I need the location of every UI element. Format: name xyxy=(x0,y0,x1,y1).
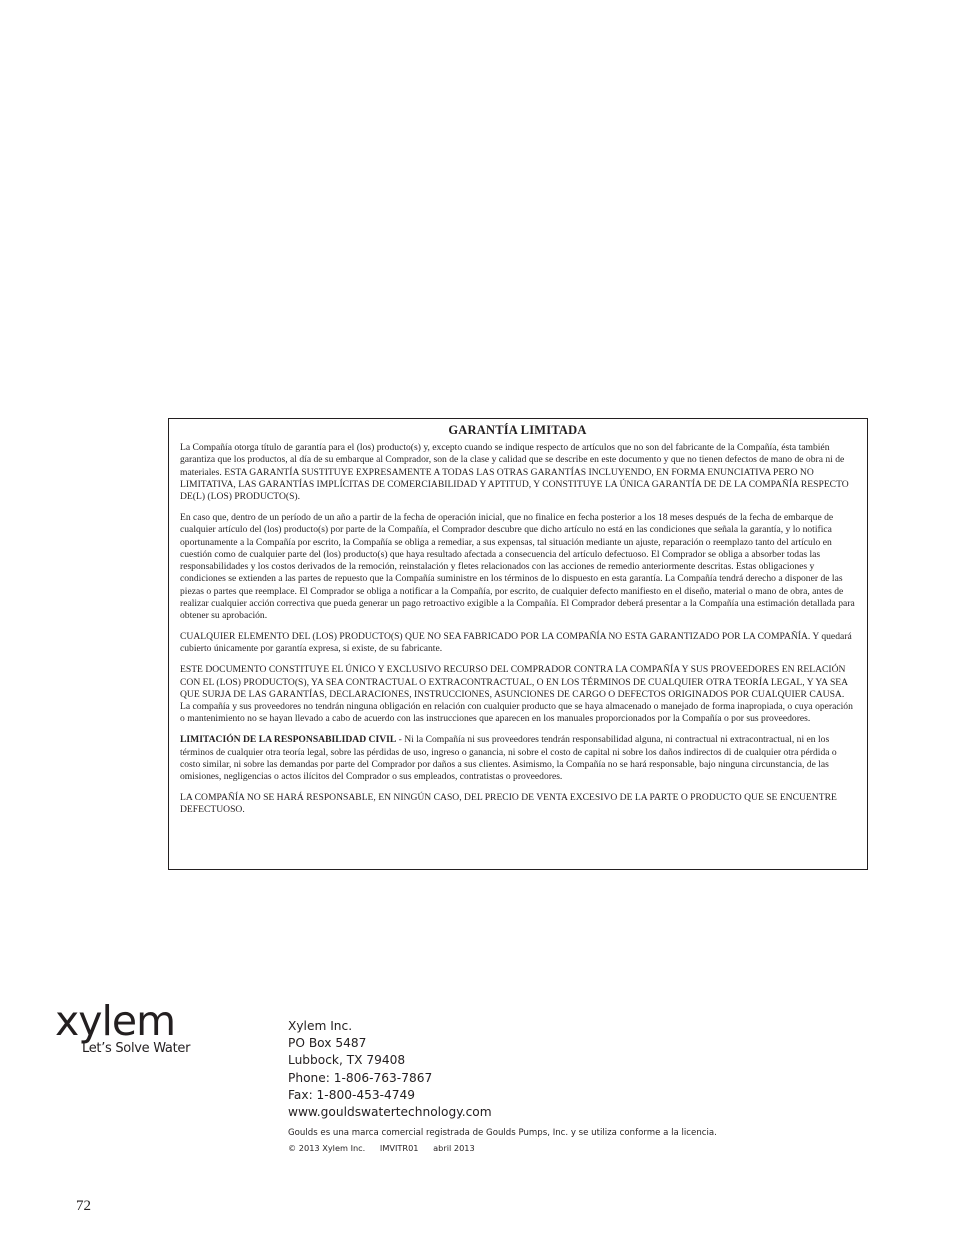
company-name: Xylem Inc. xyxy=(288,1019,353,1033)
liability-limitation-label: LIMITACIÓN DE LA RESPONSABILIDAD CIVIL xyxy=(180,734,397,746)
fax-line: Fax: 1-800-453-4749 xyxy=(288,1087,416,1102)
limited-warranty-box xyxy=(168,418,868,870)
warranty-paragraph-2: En caso que, dentro de un período de un año a partir de la fecha de operación inicial, que no finalice en fecha posterior a los 18 meses después de la fecha de embarque de cualquier artículo del (los) producto(s) por parte de la Compañía, el Comprador descubre que dicho artículo no está en las condiciones que señala la garantía, y lo notifica oportunamente a la Compañía por escrito, la Compañía se obliga a remediar, a sus expensas, tal situación mediante un ajuste, reparación o reemplazo tanto del artículo en cuestión como de cualquier parte del (los) producto(s) que haya resultado afectada a consecuencia del artículo defectuoso. El Comprador se obliga a absorber todas las responsabilidades y los costos derivados de la remoción, reinstalación y fletes relacionados con las acciones de remedio anteriormente descritas. Estas obligaciones y condiciones se extienden a las partes de repuesto que la Compañía suministre en los términos de lo dispuesto en esta garantía. La Compañía tendrá derecho a disponer de las piezas o partes que reemplace. El Comprador se obliga a notificar a la Compañía, por escrito, de cualquier defecto manifiesto en el diseño, material o mano de obra, antes de realizar cualquier acción correctiva que pueda generar un pago retroactivo exigible a la Compañía. El Comprador deberá presentar a la Compañía una estimación detallada para obtener su aprobación. xyxy=(180,511,855,622)
warranty-paragraph-1: La Compañía otorga título de garantía para el (los) producto(s) y, excepto cuando se indique respecto de artículos que no son del fabricante de la Compañía, ésta también garantiza que los productos, al día de su embarque al Comprador, son de la clase y calidad que se describe en este documento y que no tienen defectos de mano de obra ni de materiales. ESTA GARANTÍA SUSTITUYE EXPRESAMENTE A TODAS LAS OTRAS GARANTÍAS INCLUYENDO, EN FORMA ENUNCIATIVA PERO NO LIMITATIVA, LAS GARANTÍAS IMPLÍCITAS DE COMERCIABILIDAD Y APTITUD, Y CONSTITUYE LA ÚNICA GARANTÍA DE DE LA COMPAÑÍA RESPECTO DE(L) (LOS) PRODUCTO(S). xyxy=(180,442,849,503)
page-number: 72 xyxy=(76,1198,91,1214)
warranty-paragraph-3: CUALQUIER ELEMENTO DEL (LOS) PRODUCTO(S) QUE NO SEA FABRICADO POR LA COMPAÑÍA NO ESTA GARANTIZADO POR LA COMPAÑÍA. Y quedará cubierto únicamente por garantía expresa, si existe, de su fabricante. xyxy=(180,631,852,655)
company-address xyxy=(288,1018,492,1121)
document-code: IMVITR01 xyxy=(379,1143,419,1153)
copyright-line xyxy=(288,1142,487,1154)
warranty-paragraph-5 xyxy=(180,734,855,783)
warranty-paragraph-4: ESTE DOCUMENTO CONSTITUYE EL ÚNICO Y EXCLUSIVO RECURSO DEL COMPRADOR CONTRA LA COMPAÑÍA Y SUS PROVEEDORES EN RELACIÓN CON EL (LOS) PRODUCTO(S), YA SEA CONTRACTUAL O EXTRACONTRACTUAL, O EN LOS TÉRMINOS DE CUALQUIER OTRA TEORÍA LEGAL, Y YA SEA QUE SURJA DE LAS GARANTÍAS, DECLARACIONES, INSTRUCCIONES, ASUNCIONES DE CARGO O DEFECTOS ORIGINADOS POR CUALQUIER CAUSA. La compañía y sus proveedores no tendrán ninguna obligación en relación con cualquier producto que se haya almacenado o manejado de forma inapropiada, o cuya operación o mantenimiento no se hayan llevado a cabo de acuerdo con las instrucciones que aparecen en los manuales proporcionados por la Compañía o por sus proveedores. xyxy=(180,664,853,725)
xylem-logo xyxy=(55,998,255,1058)
website-link[interactable]: www.gouldswatertechnology.com xyxy=(288,1105,492,1120)
publication-date: abril 2013 xyxy=(433,1143,475,1153)
warranty-title: GARANTÍA LIMITADA xyxy=(448,423,587,437)
copyright-text: © 2013 Xylem Inc. xyxy=(288,1143,366,1153)
warranty-paragraph-6: LA COMPAÑÍA NO SE HARÁ RESPONSABLE, EN NINGÚN CASO, DEL PRECIO DE VENTA EXCESIVO DE LA PARTE O PRODUCTO QUE SE ENCUENTRE DEFECTUOSO. xyxy=(180,791,837,816)
liability-limitation-text: - Ni la Compañía ni sus proveedores tendrán responsabilidad alguna, ni contractual ni extracontractual, ni en los términos de cualquier otra teoría legal, sobre las pérdidas de uso, ingreso o ganancia, ni sobre el costo de capital ni sobre los daños indirectos di de cualquier otra pérdida o costo similar, ni sobre las demandas por parte del Comprador por daños a sus clientes. Asimismo, la Compañía no se hará responsable, bajo ninguna circunstancia, de las omisiones, negligencias o actos ilícitos del Comprador o sus empleados, contratistas o proveedores. xyxy=(180,734,837,783)
po-box: PO Box 5487 xyxy=(288,1036,367,1051)
logo-tagline: Let’s Solve Water xyxy=(82,1041,191,1056)
trademark-notice: Goulds es una marca comercial registrada de Goulds Pumps, Inc. y se utiliza conforme a la licencia. xyxy=(288,1128,717,1138)
logo-wordmark: xylem xyxy=(55,997,176,1045)
city-line: Lubbock, TX 79408 xyxy=(288,1053,406,1068)
phone-line: Phone: 1-806-763-7867 xyxy=(288,1070,433,1085)
